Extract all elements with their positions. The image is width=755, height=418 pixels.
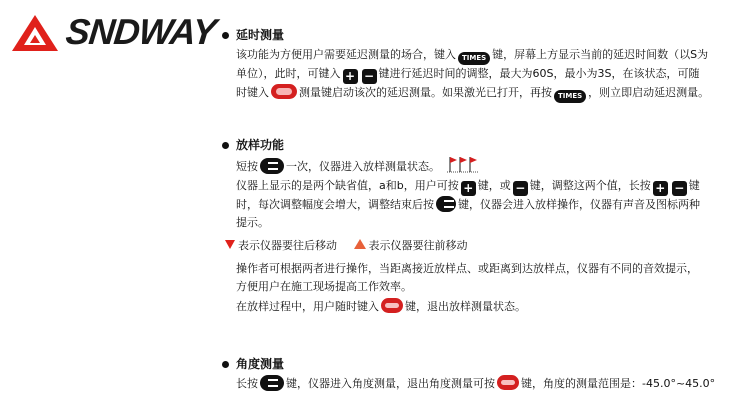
text-line: 操作者可根据两者进行操作，当距离接近放样点、或距离到达放样点，仪器有不同的音效提示，: [236, 262, 698, 275]
section-title: 角度测量: [236, 357, 285, 371]
minus-key-icon: −: [362, 69, 377, 84]
plus-key-icon: +: [653, 181, 668, 196]
bullet: [222, 32, 229, 39]
move-forward-icon: [353, 238, 367, 250]
section-stakeout: [222, 137, 750, 317]
section-delay-measure: [222, 27, 750, 105]
bullet: [222, 361, 229, 368]
text-line: 短按 一次，仪器进入放样测量状态。: [236, 155, 482, 177]
plus-key-icon: +: [343, 69, 358, 84]
times-key-icon: TIMES: [554, 90, 586, 103]
text-line: 仪器上显示的是两个缺省值，a和b，用户可按 + 键，或 − 键，调整这两个值，长按 + − 键: [236, 179, 700, 195]
text-line: 方便用户在施工现场提高工作效率。: [236, 280, 412, 293]
stakeout-key-icon: [436, 196, 456, 212]
text-line: 在放样过程中，用户随时键入 键，退出放样测量状态。: [236, 300, 526, 313]
section-title: 延时测量: [236, 28, 285, 42]
section-angle-measure: [222, 356, 750, 396]
clear-key-icon: [381, 298, 403, 313]
clear-key-icon: [497, 375, 519, 390]
minus-key-icon: −: [672, 181, 687, 196]
plus-key-icon: +: [461, 181, 476, 196]
text-line: 时键入 测量键启动该次的延迟测量。如果激光已打开，再按 TIMES ，则立即启动延迟测量。: [236, 84, 709, 103]
text-line: 时，每次调整幅度会增大，调整结束后按 键，仪器会进入放样操作，仪器有声音及图标两种: [236, 198, 700, 211]
measure-key-icon: [271, 84, 297, 99]
stakeout-key-icon: [260, 375, 284, 391]
minus-key-icon: −: [513, 181, 528, 196]
times-key-icon: TIMES: [458, 52, 490, 65]
brand-logo: [10, 13, 220, 53]
stakeout-flags-icon: [446, 155, 480, 175]
brand-name: SNDWAY: [63, 11, 218, 52]
text-line: 提示。: [236, 216, 269, 229]
brand-mark-icon: [10, 13, 60, 53]
text-line: 该功能为方便用户需要延迟测量的场合，键入 TIMES 键，屏幕上方显示当前的延迟时间数（以S为: [236, 46, 708, 65]
direction-legend: 表示仪器要往后移动 表示仪器要往前移动: [222, 237, 468, 256]
text-line: 单位），此时，可键入 + − 键进行延迟时间的调整，最大为60S，最小为3S，在该状态，可随: [236, 67, 700, 83]
stakeout-key-icon: [260, 158, 284, 174]
bullet: [222, 142, 229, 149]
text-line: 长按 键，仪器进入角度测量，退出角度测量可按 键，角度的测量范围是：-45.0°~45.0°: [236, 377, 716, 390]
move-back-icon: [224, 238, 236, 250]
section-title: 放样功能: [236, 138, 285, 152]
